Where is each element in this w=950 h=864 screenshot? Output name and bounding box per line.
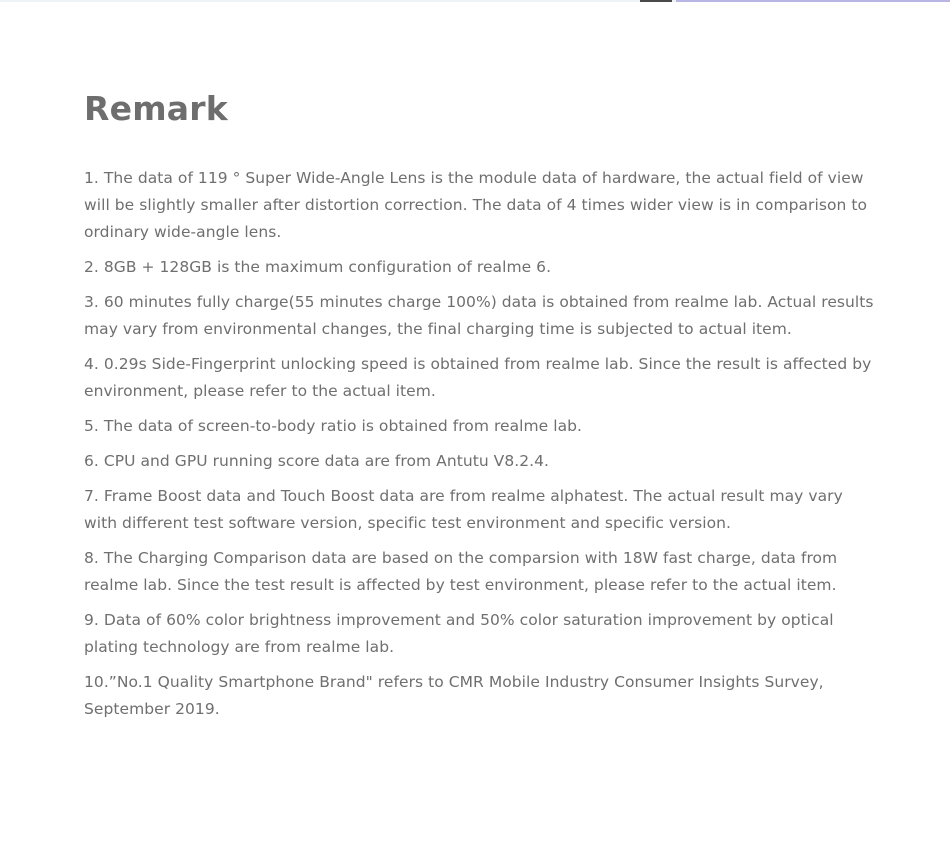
remark-list [84, 165, 874, 723]
top-edge-accent [676, 0, 950, 2]
remark-item-6: 6. CPU and GPU running score data are from Antutu V8.2.4. [84, 452, 549, 470]
remark-item-7: 7. Frame Boost data and Touch Boost data are from realme alphatest. The actual result may vary with different test software version, specific test environment and specific version. [84, 487, 843, 532]
remark-item-1: 1. The data of 119 ° Super Wide-Angle Lens is the module data of hardware, the actual field of view will be slightly smaller after distortion correction. The data of 4 times wider view is in comparison to ordinary wide-angle lens. [84, 169, 867, 241]
remark-item-2: 2. 8GB + 128GB is the maximum configuration of realme 6. [84, 258, 552, 276]
top-edge-mark [640, 0, 672, 2]
remark-title: Remark [84, 89, 228, 128]
remark-item-10: 10.”No.1 Quality Smartphone Brand" refers to CMR Mobile Industry Consumer Insights Survey, September 2019. [84, 673, 824, 718]
remark-item-9: 9. Data of 60% color brightness improvement and 50% color saturation improvement by optical plating technology are from realme lab. [84, 611, 834, 656]
remark-item-4: 4. 0.29s Side-Fingerprint unlocking speed is obtained from realme lab. Since the result is affected by environment, please refer to the actual item. [84, 355, 872, 400]
remark-item-3: 3. 60 minutes fully charge(55 minutes charge 100%) data is obtained from realme lab. Actual results may vary from environmental changes, the final charging time is subjected to actual item. [84, 293, 874, 338]
remark-section [84, 88, 874, 731]
remark-item-5: 5. The data of screen-to-body ratio is obtained from realme lab. [84, 417, 583, 435]
remark-item-8: 8. The Charging Comparison data are based on the comparsion with 18W fast charge, data from realme lab. Since the test result is affected by test environment, please refer to the actual item. [84, 549, 838, 594]
